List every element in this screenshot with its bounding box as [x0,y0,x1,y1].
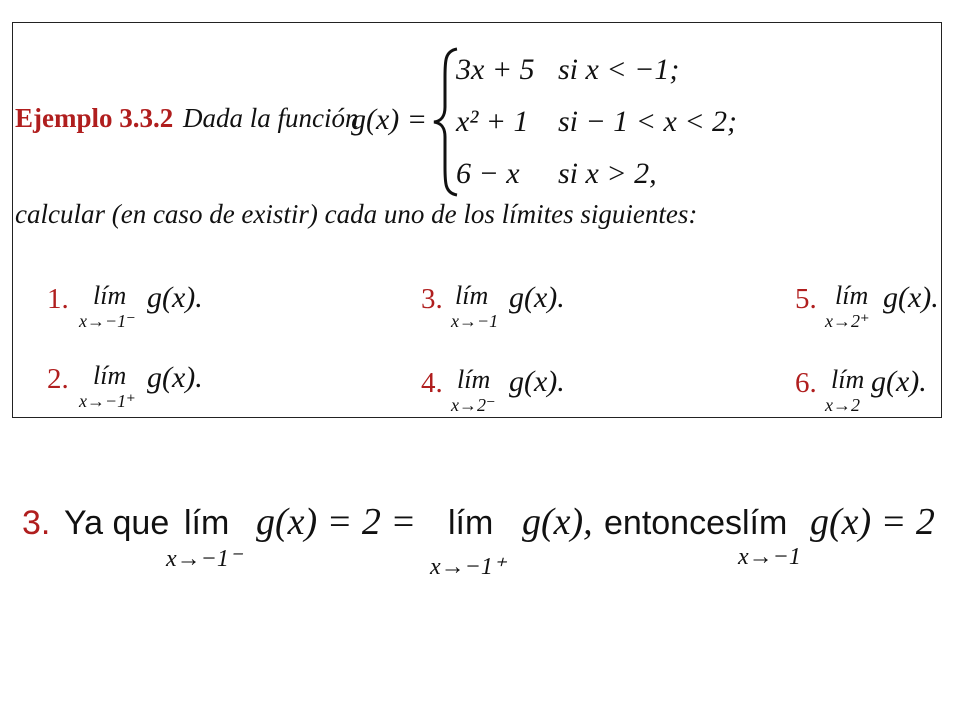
limit-6-fn: g(x). [871,365,927,398]
limit-2-sub: x→−1⁺ [79,391,136,411]
example-label: Ejemplo 3.3.2 [15,103,174,133]
limit-6-lim: lím [831,365,865,394]
limit-1-lim: lím [93,281,127,310]
answer-expr-1: g(x) = 2 = [256,501,416,543]
answer-sub-3: x→−1 [738,544,801,570]
answer-lim-3: lím [742,504,788,542]
answer-sub-1: x→−1⁻ [166,546,242,572]
limit-4-fn: g(x). [509,365,565,398]
answer-expr-3: g(x) = 2 [810,501,935,543]
piece-3-expr: 6 − x [456,157,520,190]
example-box [12,22,942,418]
limit-5-lim: lím [835,281,869,310]
function-definition: g(x) = [351,103,428,136]
limit-3-lim: lím [455,281,489,310]
limit-3-number: 3. [421,283,443,315]
limit-5-number: 5. [795,283,817,315]
piece-1-expr: 3x + 5 [456,53,535,86]
piece-2-cond: si − 1 < x < 2; [558,105,738,138]
example-intro: Dada la función [183,103,359,133]
limit-6-number: 6. [795,367,817,399]
piece-1-cond: si x < −1; [558,53,680,86]
limit-4-sub: x→2⁻ [451,395,496,415]
limit-3-fn: g(x). [509,281,565,314]
answer-lim-2: lím [448,504,494,542]
answer-ya-que: Ya que [64,504,170,542]
limit-5-sub: x→2⁺ [825,311,870,331]
limit-1-fn: g(x). [147,281,203,314]
answer-sub-2: x→−1⁺ [430,554,506,580]
answer-lim-1: lím [184,504,230,542]
piece-3-cond: si x > 2, [558,157,657,190]
limit-3-sub: x→−1 [451,311,499,331]
limit-4-number: 4. [421,367,443,399]
answer-entonces: entonces [604,504,742,542]
limit-2-lim: lím [93,361,127,390]
limit-6-sub: x→2 [825,395,860,415]
limit-5-fn: g(x). [883,281,939,314]
answer-expr-2: g(x), [522,501,593,543]
piece-2-expr: x² + 1 [456,105,529,138]
limit-2-number: 2. [47,363,69,395]
answer-number: 3. [22,504,51,542]
limit-4-lim: lím [457,365,491,394]
limit-1-number: 1. [47,283,69,315]
limit-1-sub: x→−1⁻ [79,311,136,331]
limit-2-fn: g(x). [147,361,203,394]
instruction-text: calcular (en caso de existir) cada uno de los límites siguientes: [15,199,698,229]
